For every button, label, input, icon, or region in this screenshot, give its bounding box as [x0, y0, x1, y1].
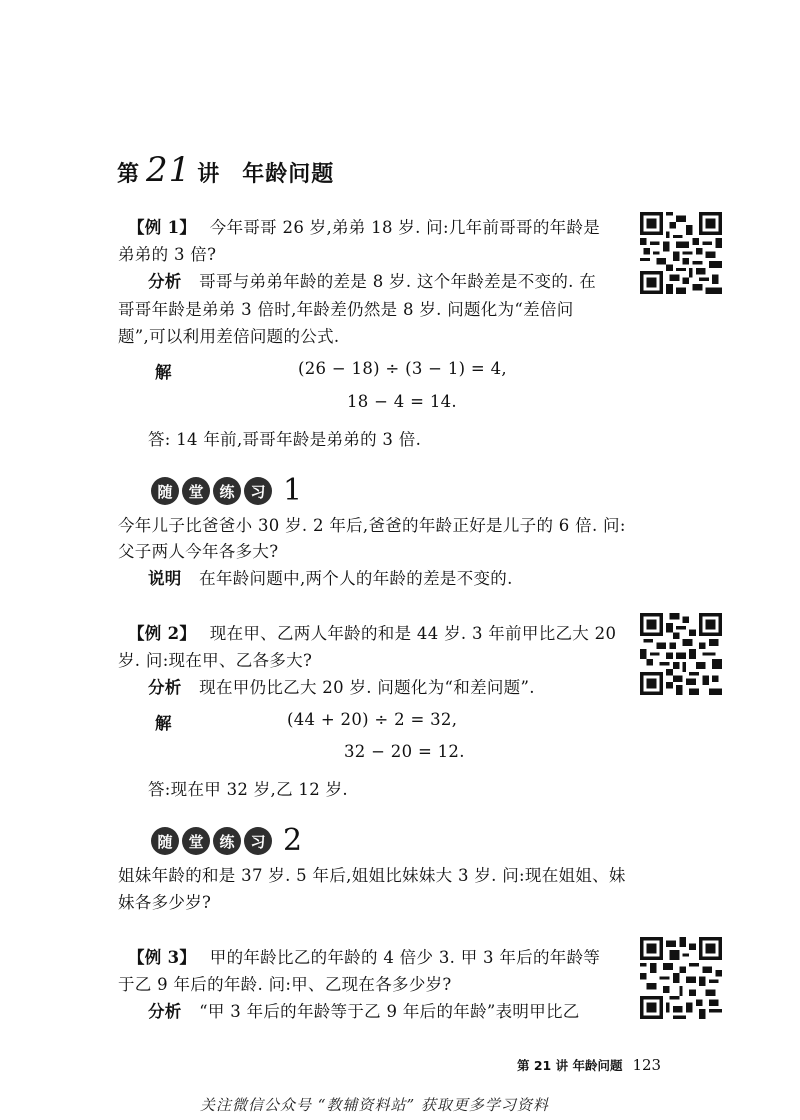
practice-char: 习 — [244, 827, 272, 855]
footer-chapter: 第 21 讲 年龄问题 — [517, 1058, 623, 1073]
practice-char: 随 — [151, 477, 179, 505]
practice-char: 随 — [151, 827, 179, 855]
example2-question-line1: 【例 2】 现在甲、乙两人年龄的和是 44 岁. 3 年前甲比乙大 20 — [128, 624, 617, 643]
practice-char: 堂 — [182, 477, 210, 505]
example2-solution-label: 解 — [155, 714, 172, 733]
example1-label: 【例 1】 — [128, 218, 197, 237]
example2-equation2: 32 − 20 = 12. — [344, 742, 465, 761]
example3-question-line1: 【例 3】 甲的年龄比乙的年龄的 4 倍少 3. 甲 3 年后的年龄等 — [128, 948, 601, 967]
lecture-topic: 年龄问题 — [242, 161, 335, 187]
analysis-label: 分析 — [148, 1002, 182, 1021]
example1-analysis-line2: 哥哥年龄是弟弟 3 倍时,年龄差仍然是 8 岁. 问题化为“差倍问 — [118, 300, 574, 319]
practice-number: 1 — [283, 473, 303, 508]
practice1-line2: 父子两人今年各多大? — [118, 542, 279, 561]
example1-solution-label: 解 — [155, 363, 172, 382]
example2-question-line2: 岁. 问:现在甲、乙各多大? — [118, 651, 313, 670]
example1-analysis-line1: 分析 哥哥与弟弟年龄的差是 8 岁. 这个年龄差是不变的. 在 — [148, 272, 597, 291]
practice-heading-2 — [151, 823, 303, 858]
analysis-label: 分析 — [148, 272, 182, 291]
qr-code-icon — [640, 613, 722, 695]
example1-question-line1: 【例 1】 今年哥哥 26 岁,弟弟 18 岁. 问:几年前哥哥的年龄是 — [128, 218, 601, 237]
practice1-line1: 今年儿子比爸爸小 30 岁. 2 年后,爸爸的年龄正好是儿子的 6 倍. 问: — [118, 516, 626, 535]
page-footer — [517, 1056, 661, 1074]
lecture-title — [117, 150, 334, 190]
watermark-text: 关注微信公众号 “教辅资料站” 获取更多学习资料 — [200, 1096, 549, 1114]
qr-code-example2[interactable] — [640, 613, 722, 695]
example2-equation1: (44 + 20) ÷ 2 = 32, — [287, 710, 458, 729]
note-label: 说明 — [148, 569, 182, 588]
practice-char: 堂 — [182, 827, 210, 855]
practice2-line1: 姐妹年龄的和是 37 岁. 5 年后,姐姐比妹妹大 3 岁. 问:现在姐姐、妹 — [118, 866, 626, 885]
practice-char: 练 — [213, 827, 241, 855]
example1-equation2: 18 − 4 = 14. — [347, 392, 457, 411]
example2-answer: 答:现在甲 32 岁,乙 12 岁. — [148, 780, 348, 799]
example1-answer: 答: 14 年前,哥哥年龄是弟弟的 3 倍. — [148, 430, 422, 449]
qr-code-icon — [640, 212, 722, 294]
example2-label: 【例 2】 — [128, 624, 197, 643]
example2-analysis: 分析 现在甲仍比乙大 20 岁. 问题化为“和差问题”. — [148, 678, 535, 697]
lecture-number: 21 — [146, 150, 192, 190]
title-prefix: 第 — [117, 161, 141, 187]
practice-char: 练 — [213, 477, 241, 505]
page-number: 123 — [632, 1056, 662, 1074]
qr-code-example3[interactable] — [640, 937, 722, 1019]
title-suffix: 讲 — [197, 161, 221, 187]
example1-equation1: (26 − 18) ÷ (3 − 1) = 4, — [298, 359, 507, 378]
practice1-note: 说明 在年龄问题中,两个人的年龄的差是不变的. — [148, 569, 513, 588]
practice-heading-1 — [151, 473, 303, 508]
qr-code-icon — [640, 937, 722, 1019]
example1-analysis-line3: 题”,可以利用差倍问题的公式. — [118, 327, 340, 346]
analysis-label: 分析 — [148, 678, 182, 697]
example1-question-line2: 弟弟的 3 倍? — [118, 245, 217, 264]
practice-char: 习 — [244, 477, 272, 505]
practice-number: 2 — [283, 823, 303, 858]
practice2-line2: 妹各多少岁? — [118, 893, 212, 912]
example3-question-line2: 于乙 9 年后的年龄. 问:甲、乙现在各多少岁? — [118, 975, 452, 994]
qr-code-example1[interactable] — [640, 212, 722, 294]
example3-label: 【例 3】 — [128, 948, 197, 967]
example3-analysis: 分析 “甲 3 年后的年龄等于乙 9 年后的年龄”表明甲比乙 — [148, 1002, 580, 1021]
